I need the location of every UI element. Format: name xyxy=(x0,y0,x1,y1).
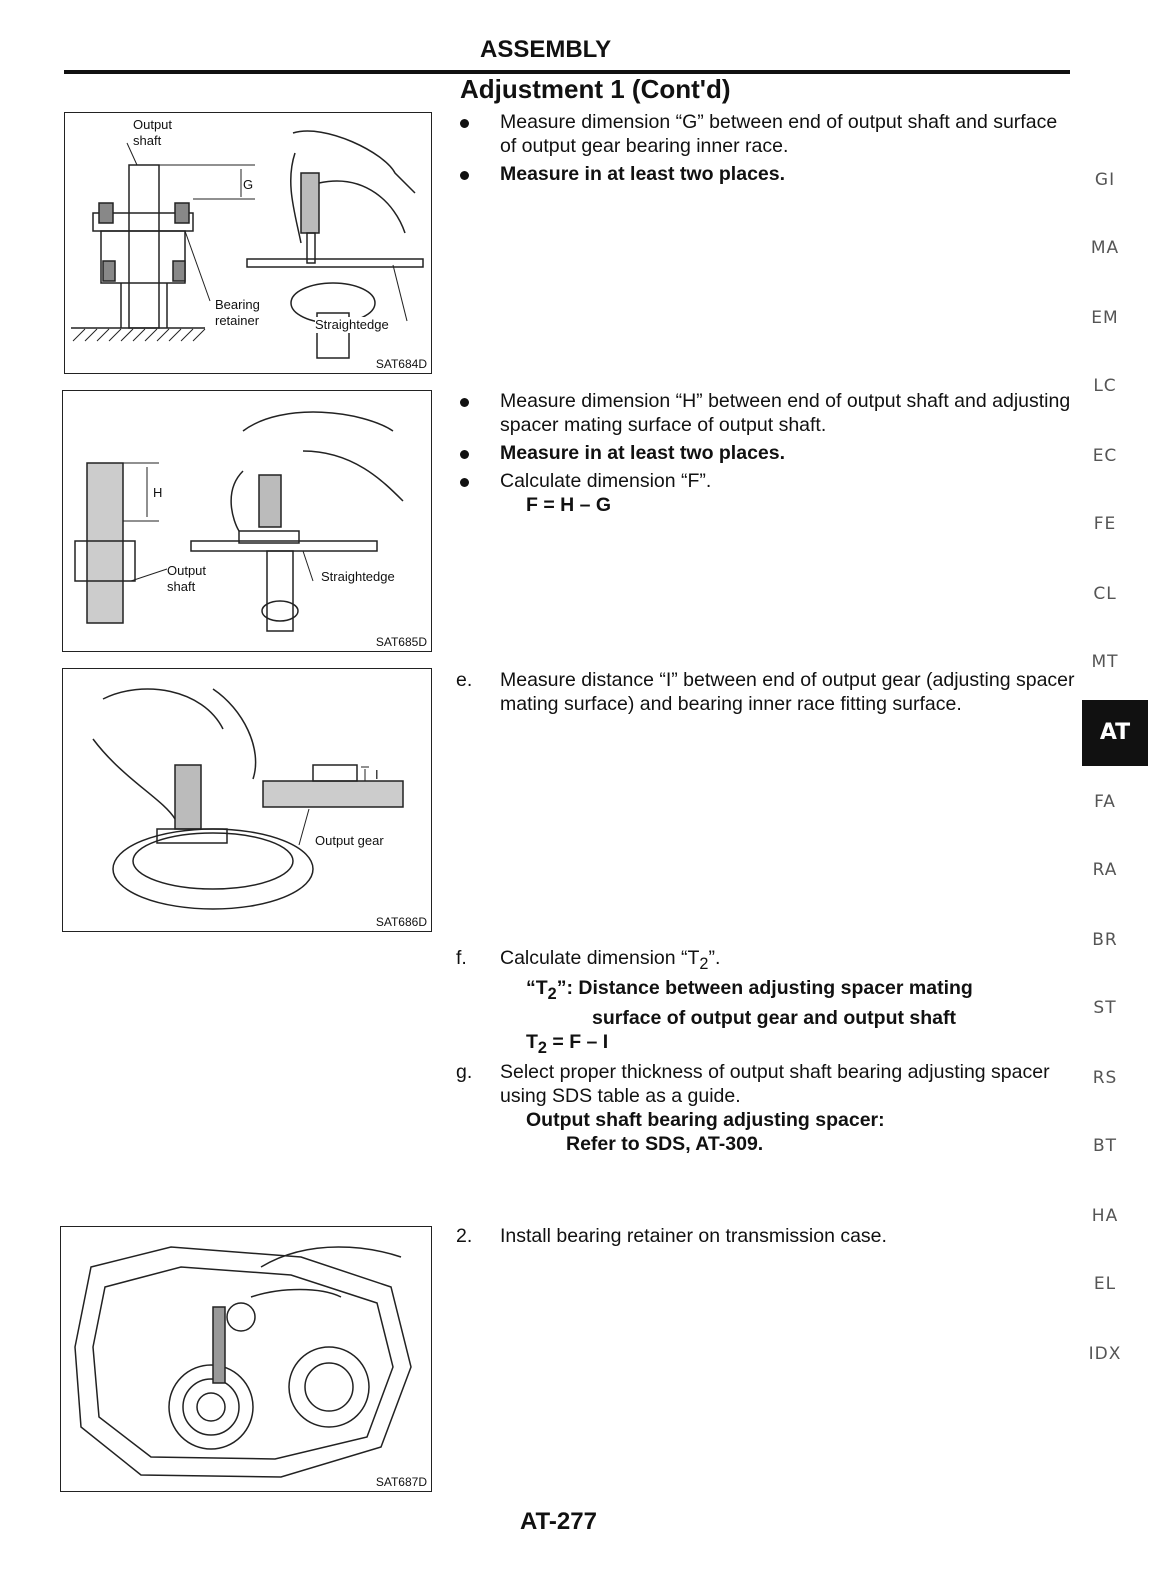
figure-code: SAT687D xyxy=(375,1475,427,1489)
figure-1-drawing xyxy=(65,113,433,375)
text-block-2 xyxy=(456,389,1076,517)
bullet-icon xyxy=(460,398,469,407)
tab-ra[interactable]: RA xyxy=(1092,860,1118,880)
bullet-icon xyxy=(460,171,469,180)
list-item: g. Select proper thickness of output shaft bearing adjusting spacer using SDS table as a guide. xyxy=(456,1060,1050,1107)
text-block-4 xyxy=(456,946,1076,1156)
figure-code: SAT686D xyxy=(375,915,427,929)
figure-code: SAT684D xyxy=(375,357,427,371)
tab-bt[interactable]: BT xyxy=(1092,1136,1118,1156)
list-item: Measure dimension “H” between end of output shaft and adjusting spacer mating surface of output shaft. xyxy=(456,389,1076,437)
list-item: f. Calculate dimension “$T_2$”. xyxy=(456,947,721,973)
text-block-3 xyxy=(456,668,1076,716)
list-item: Measure in at least two places. xyxy=(456,162,1076,186)
tab-br[interactable]: BR xyxy=(1092,930,1118,950)
figure-sat686d xyxy=(62,668,432,932)
list-item: e. Measure distance “I” between end of output gear (adjusting spacer mating surface) and bearing inner race fitting surface. xyxy=(456,669,1075,715)
label-bearing-retainer: Bearing retainer xyxy=(215,297,260,328)
tab-gi[interactable]: GI xyxy=(1094,170,1116,190)
list-item: Measure dimension “G” between end of output shaft and surface of output gear bearing inner race. xyxy=(456,110,1076,158)
spacer-reference: Refer to SDS, AT-309. xyxy=(566,1132,764,1155)
t2-definition-line2: surface of output gear and output shaft xyxy=(592,1006,956,1029)
formula-f: F = H – G xyxy=(526,494,612,516)
list-item: Measure in at least two places. xyxy=(456,441,1076,465)
formula-t2: $T_2 = F - I$ xyxy=(526,1030,609,1057)
tab-idx[interactable]: IDX xyxy=(1088,1344,1122,1364)
tab-lc[interactable]: LC xyxy=(1093,376,1117,396)
figure-3-drawing xyxy=(63,669,433,933)
spacer-note: Output shaft bearing adjusting spacer: xyxy=(526,1108,885,1131)
label-straightedge: Straightedge xyxy=(321,569,395,584)
figure-4-drawing xyxy=(61,1227,433,1493)
tab-el[interactable]: EL xyxy=(1093,1274,1117,1294)
t2-definition: “$T_2$”: Distance between adjusting spacer mating xyxy=(526,976,973,1003)
figure-2-drawing xyxy=(63,391,433,653)
page-subtitle: Adjustment 1 (Cont'd) xyxy=(460,74,731,104)
text-block-5 xyxy=(456,1224,1076,1248)
tab-fe[interactable]: FE xyxy=(1093,514,1117,534)
figure-code: SAT685D xyxy=(375,635,427,649)
bullet-icon xyxy=(460,119,469,128)
figure-sat685d xyxy=(62,390,432,652)
label-i: I xyxy=(375,767,379,782)
tab-st[interactable]: ST xyxy=(1093,998,1117,1018)
label-output-gear: Output gear xyxy=(315,833,384,848)
tab-cl[interactable]: CL xyxy=(1093,584,1117,604)
tab-rs[interactable]: RS xyxy=(1092,1068,1118,1088)
label-g: G xyxy=(243,177,254,192)
list-item: Calculate dimension “F”. xyxy=(456,469,1076,493)
label-output-shaft: Output shaft xyxy=(133,117,173,148)
bullet-icon xyxy=(460,478,469,487)
tab-ma[interactable]: MA xyxy=(1090,238,1120,258)
bullet-icon xyxy=(460,450,469,459)
list-item: 2. Install bearing retainer on transmission case. xyxy=(456,1225,887,1247)
tab-mt[interactable]: MT xyxy=(1091,652,1119,672)
label-straightedge: Straightedge xyxy=(315,317,389,332)
label-output-shaft: Output shaft xyxy=(167,563,207,594)
text-block-1 xyxy=(456,110,1076,186)
section-title: ASSEMBLY xyxy=(480,36,612,63)
tab-ha[interactable]: HA xyxy=(1091,1206,1119,1226)
tab-ec[interactable]: EC xyxy=(1092,446,1118,466)
tab-em[interactable]: EM xyxy=(1091,308,1119,328)
figure-sat687d xyxy=(60,1226,432,1492)
figure-sat684d xyxy=(64,112,432,374)
label-h: H xyxy=(153,485,163,500)
tab-at[interactable]: AT xyxy=(1082,700,1148,766)
tab-fa[interactable]: FA xyxy=(1094,792,1116,812)
page-number: AT-277 xyxy=(520,1508,597,1535)
